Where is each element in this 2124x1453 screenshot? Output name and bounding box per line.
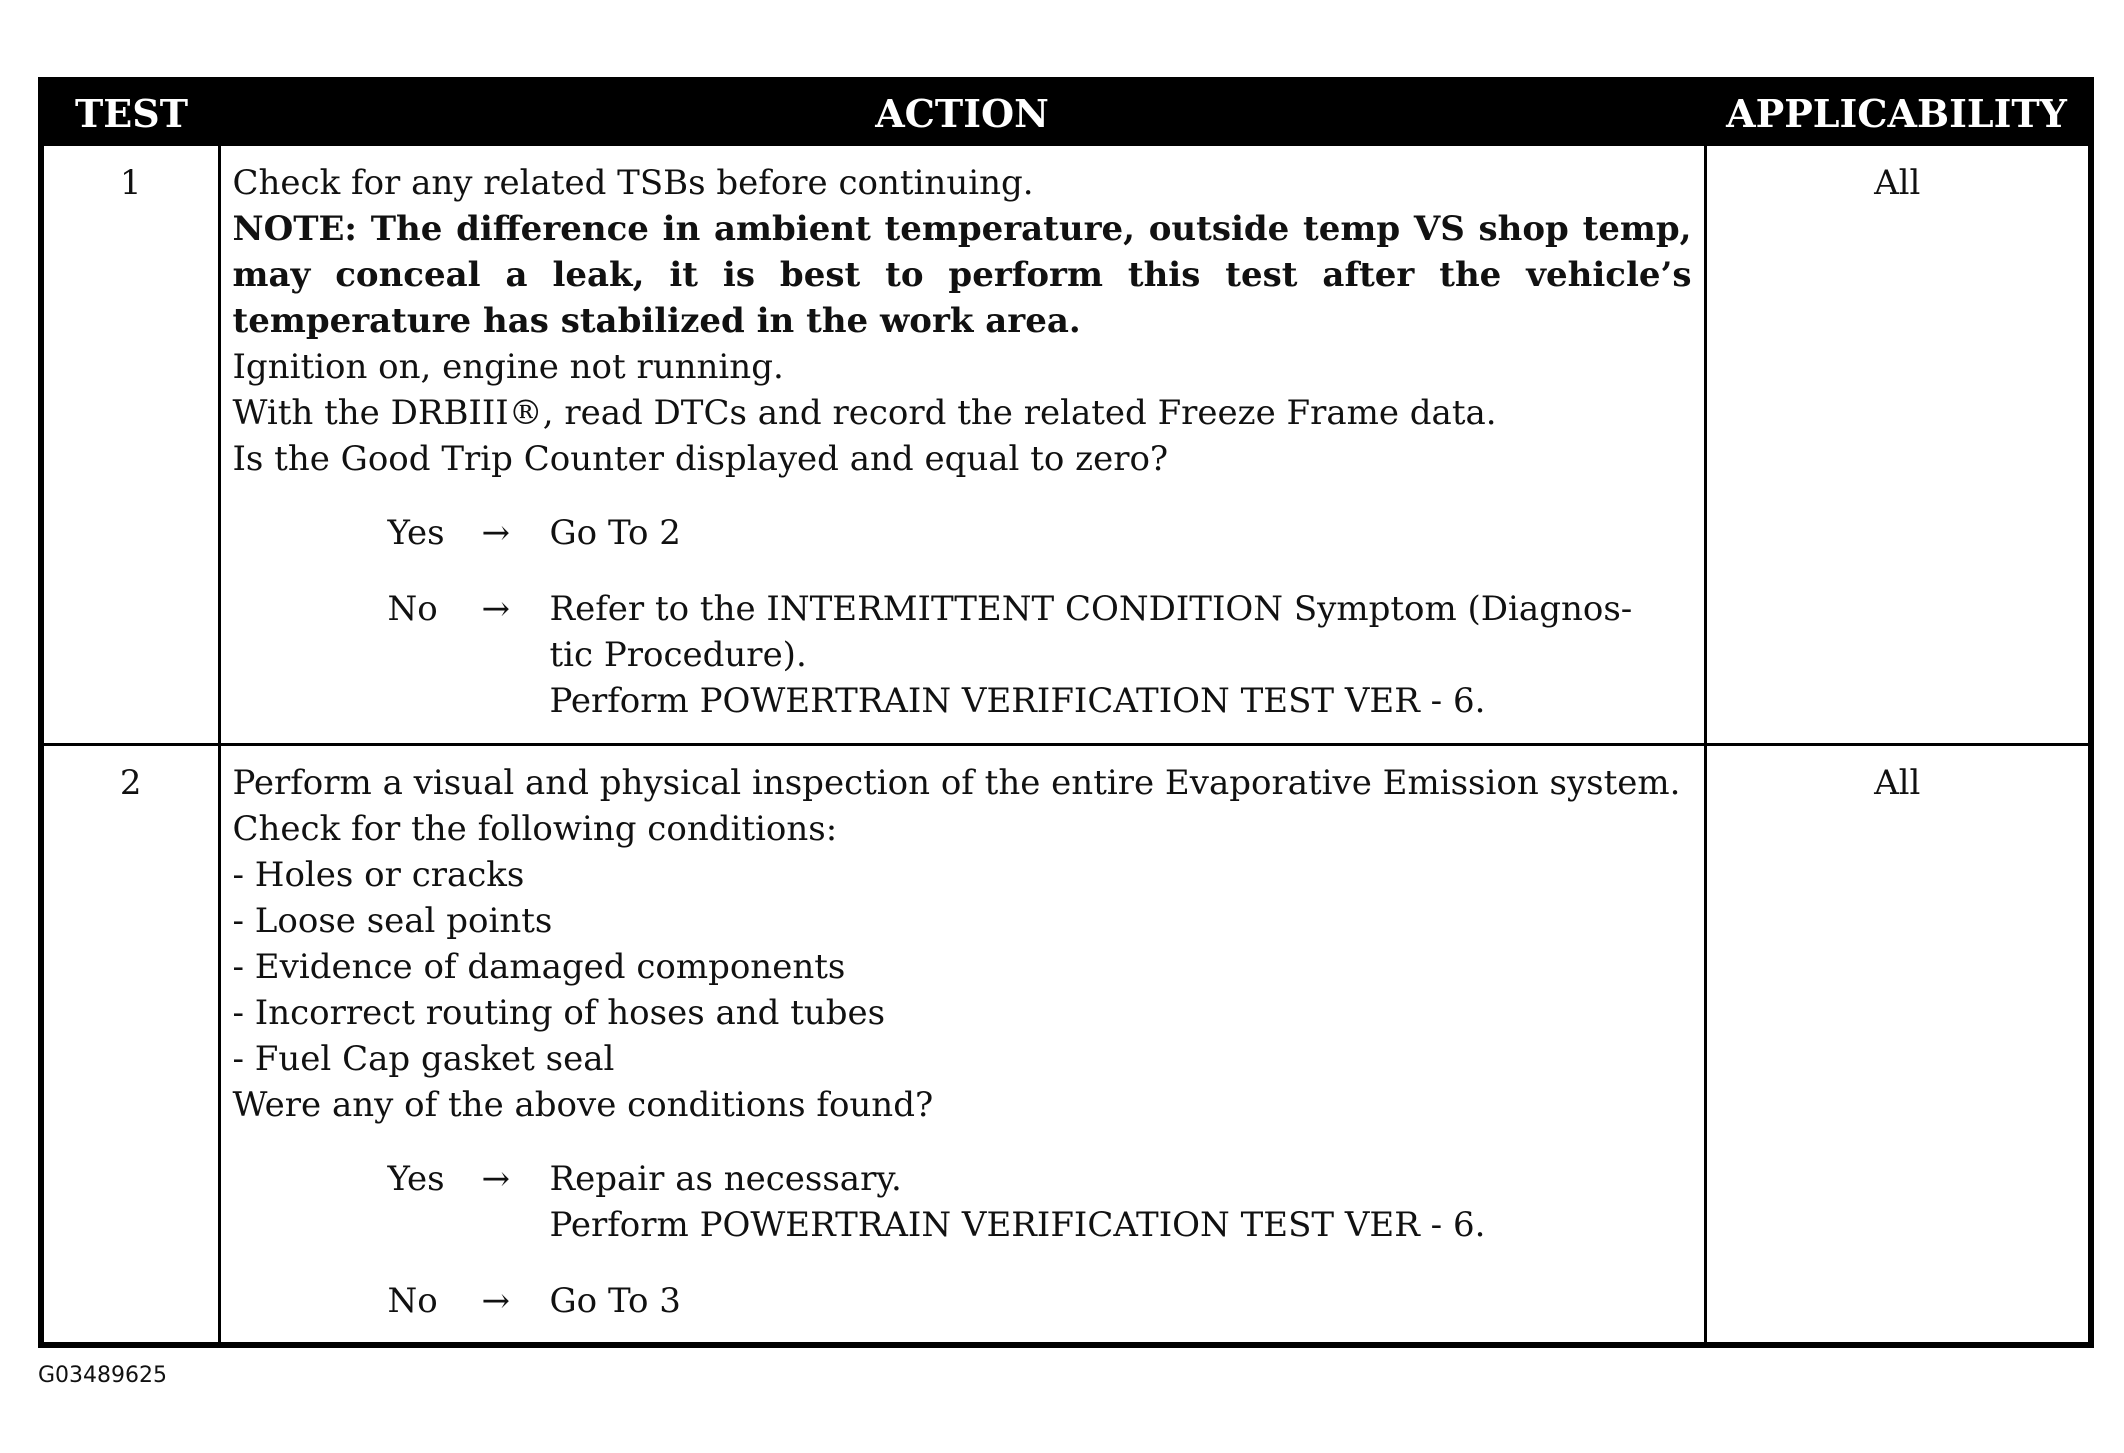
action-cell — [219, 145, 1705, 745]
answer-action-line: Go To 2 — [549, 513, 681, 553]
action-line: Check for any related TSBs before continuing. — [232, 163, 1034, 203]
applicability-value: All — [1705, 145, 2091, 745]
arrow-icon: → — [481, 513, 510, 553]
action-line: - Evidence of damaged components — [232, 947, 846, 987]
action-line: With the DRBIII®, read DTCs and record the related Freeze Frame data. — [232, 393, 1497, 433]
action-line: - Holes or cracks — [232, 855, 525, 895]
answer-action-line: Perform POWERTRAIN VERIFICATION TEST VER - 6. — [549, 1205, 1486, 1245]
header-applicability: APPLICABILITY — [1705, 80, 2091, 145]
test-number: 2 — [41, 745, 219, 1346]
answer-list — [233, 1156, 1692, 1324]
action-line: Were any of the above conditions found? — [232, 1085, 934, 1125]
answer-label: Yes — [387, 1159, 445, 1199]
answer-action-line: Repair as necessary. — [549, 1159, 902, 1199]
arrow-icon: → — [481, 1159, 510, 1199]
table-row — [41, 145, 2091, 745]
action-line: - Incorrect routing of hoses and tubes — [232, 993, 886, 1033]
answer-action-line: tic Procedure). — [549, 635, 807, 675]
answer-yes — [388, 510, 1692, 556]
action-line: Is the Good Trip Counter displayed and equal to zero? — [232, 439, 1169, 479]
answer-no — [388, 1278, 1692, 1324]
answer-action-line: Go To 3 — [549, 1281, 681, 1321]
test-number: 1 — [41, 145, 219, 745]
answer-action-line: Perform POWERTRAIN VERIFICATION TEST VER - 6. — [549, 681, 1486, 721]
header-test: TEST — [41, 80, 219, 145]
action-line: Check for the following conditions: — [232, 809, 838, 849]
action-line: - Loose seal points — [232, 901, 553, 941]
answer-yes — [388, 1156, 1692, 1248]
arrow-icon: → — [481, 589, 510, 629]
action-cell — [219, 745, 1705, 1346]
answer-action — [550, 586, 1692, 724]
header-row — [41, 80, 2091, 145]
answer-action — [550, 1156, 1692, 1248]
note-text: NOTE: The difference in ambient temperature, outside temp VS shop temp, may conceal a leak, it is best to perform this test after the vehicle’s temperature has stabilized in the work area. — [232, 209, 1692, 341]
answer-no — [388, 586, 1692, 724]
header-action: ACTION — [219, 80, 1705, 145]
answer-action — [550, 1278, 1692, 1324]
table-row — [41, 745, 2091, 1346]
applicability-value: All — [1705, 745, 2091, 1346]
answer-label: No — [387, 589, 438, 629]
action-line: - Fuel Cap gasket seal — [232, 1039, 615, 1079]
arrow-icon: → — [481, 1281, 510, 1321]
action-line: Perform a visual and physical inspection of the entire Evaporative Emission system. — [232, 763, 1681, 803]
answer-action — [550, 510, 1692, 556]
answer-action-line: Refer to the INTERMITTENT CONDITION Symptom (Diagnos- — [549, 589, 1633, 629]
answer-label: Yes — [387, 513, 445, 553]
answer-label: No — [387, 1281, 438, 1321]
image-id-label: G03489625 — [38, 1363, 168, 1388]
diagnostic-table — [38, 77, 2094, 1348]
answer-list — [233, 510, 1692, 724]
action-line: Ignition on, engine not running. — [232, 347, 784, 387]
